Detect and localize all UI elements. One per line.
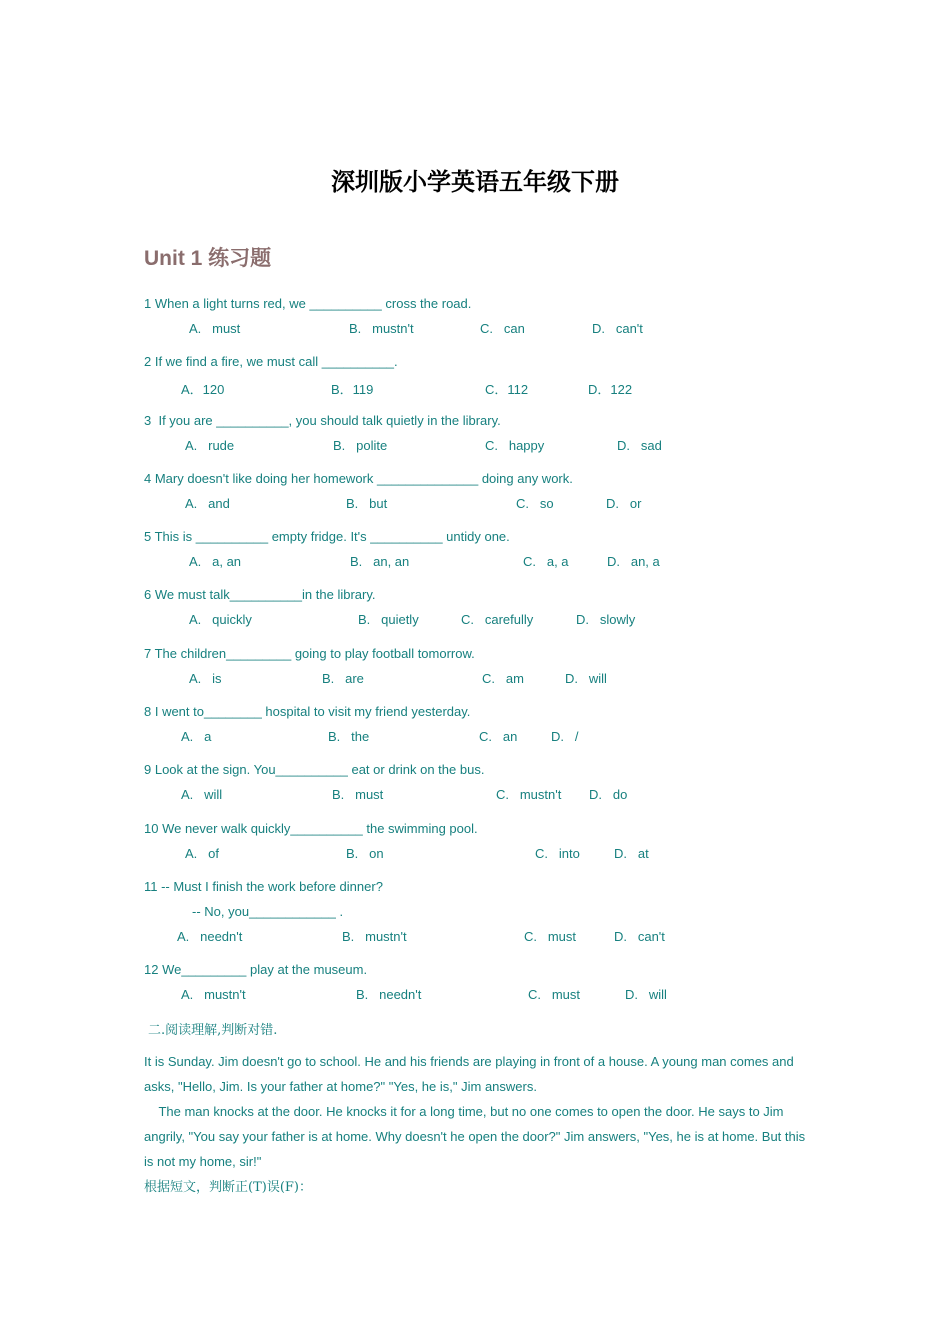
option-c: C. must (528, 987, 581, 1002)
option-d: D. or (606, 496, 642, 511)
option-d: D. slowly (576, 612, 636, 627)
option-a: A. a (181, 729, 212, 744)
option-b: B. mustn't (342, 929, 407, 944)
option-c: C. happy (485, 438, 545, 453)
option-b: B. quietly (358, 612, 419, 627)
option-c: C. so (516, 496, 554, 511)
option-c: C．112 (485, 382, 529, 397)
passage-paragraph-1: It is Sunday. Jim doesn't go to school. He and his friends are playing in front of a house. A young man comes and asks, "Hello, Jim. Is your father at home?" "Yes, he is," Jim answers. (144, 1054, 794, 1094)
option-a: A. is (189, 671, 222, 686)
option-a: A. rude (185, 438, 235, 453)
question-9: 9 Look at the sign. You__________ eat or drink on the bus. (144, 762, 485, 777)
option-b: B. are (322, 671, 364, 686)
option-a: A. quickly (189, 612, 252, 627)
section-title: 二.阅读理解,判断对错. (148, 1023, 278, 1038)
question-6: 6 We must talk__________in the library. (144, 587, 376, 602)
question-11: 11 -- Must I finish the work before dinner? (144, 879, 383, 894)
question-10: 10 We never walk quickly__________ the swimming pool. (144, 821, 478, 836)
option-d: D. do (589, 787, 628, 802)
option-c: C. an (479, 729, 518, 744)
page-title: 深圳版小学英语五年级下册 (331, 167, 619, 196)
option-c: C. into (535, 846, 580, 861)
question-2: 2 If we find a fire, we must call __________. (144, 354, 398, 369)
option-c: C. mustn't (496, 787, 562, 802)
option-b: B. polite (333, 438, 388, 453)
option-a: A．120 (181, 382, 225, 397)
option-c: C. a, a (523, 554, 569, 569)
option-a: A. a, an (189, 554, 242, 569)
option-a: A. must (189, 321, 241, 336)
option-b: B. an, an (350, 554, 410, 569)
option-b: B. the (328, 729, 370, 744)
option-c: C. must (524, 929, 577, 944)
option-d: D. sad (617, 438, 662, 453)
question-7: 7 The children_________ going to play football tomorrow. (144, 646, 475, 661)
option-b: B. on (346, 846, 384, 861)
option-d: D. can't (614, 929, 665, 944)
option-b: B. needn't (356, 987, 422, 1002)
option-b: B. but (346, 496, 388, 511)
option-d: D. will (625, 987, 667, 1002)
option-c: C. can (480, 321, 525, 336)
question-11-reply: -- No, you____________ . (192, 904, 344, 919)
option-d: D. / (551, 729, 579, 744)
option-a: A. mustn't (181, 987, 246, 1002)
question-1: 1 When a light turns red, we __________ cross the road. (144, 296, 472, 311)
question-12: 12 We_________ play at the museum. (144, 962, 368, 977)
option-c: C. am (482, 671, 524, 686)
option-c: C. carefully (461, 612, 534, 627)
option-a: A. of (185, 846, 219, 861)
option-b: B. must (332, 787, 384, 802)
question-5: 5 This is __________ empty fridge. It's __________ untidy one. (144, 529, 510, 544)
instruction: 根据短文，判断正(T)误(F)： (144, 1180, 312, 1195)
passage-paragraph-2: The man knocks at the door. He knocks it for a long time, but no one comes to open the door. He says to Jim angrily, "You say your father is at home. Why doesn't he open the door?" Jim answers, "Yes, he is at home. But this is not my home, sir!" (144, 1104, 809, 1169)
option-d: D．122 (588, 382, 633, 397)
question-8: 8 I went to________ hospital to visit my friend yesterday. (144, 704, 471, 719)
option-a: A. will (181, 787, 223, 802)
option-d: D. at (614, 846, 649, 861)
option-a: A. and (185, 496, 230, 511)
option-d: D. will (565, 671, 607, 686)
option-b: B. mustn't (349, 321, 414, 336)
question-4: 4 Mary doesn't like doing her homework ______________ doing any work. (144, 471, 573, 486)
option-d: D. an, a (607, 554, 660, 569)
question-3: 3 If you are __________, you should talk quietly in the library. (144, 413, 501, 428)
unit-title: Unit 1 练习题 (144, 247, 272, 270)
option-a: A. needn't (177, 929, 243, 944)
option-d: D. can't (592, 321, 643, 336)
option-b: B．119 (331, 382, 374, 397)
